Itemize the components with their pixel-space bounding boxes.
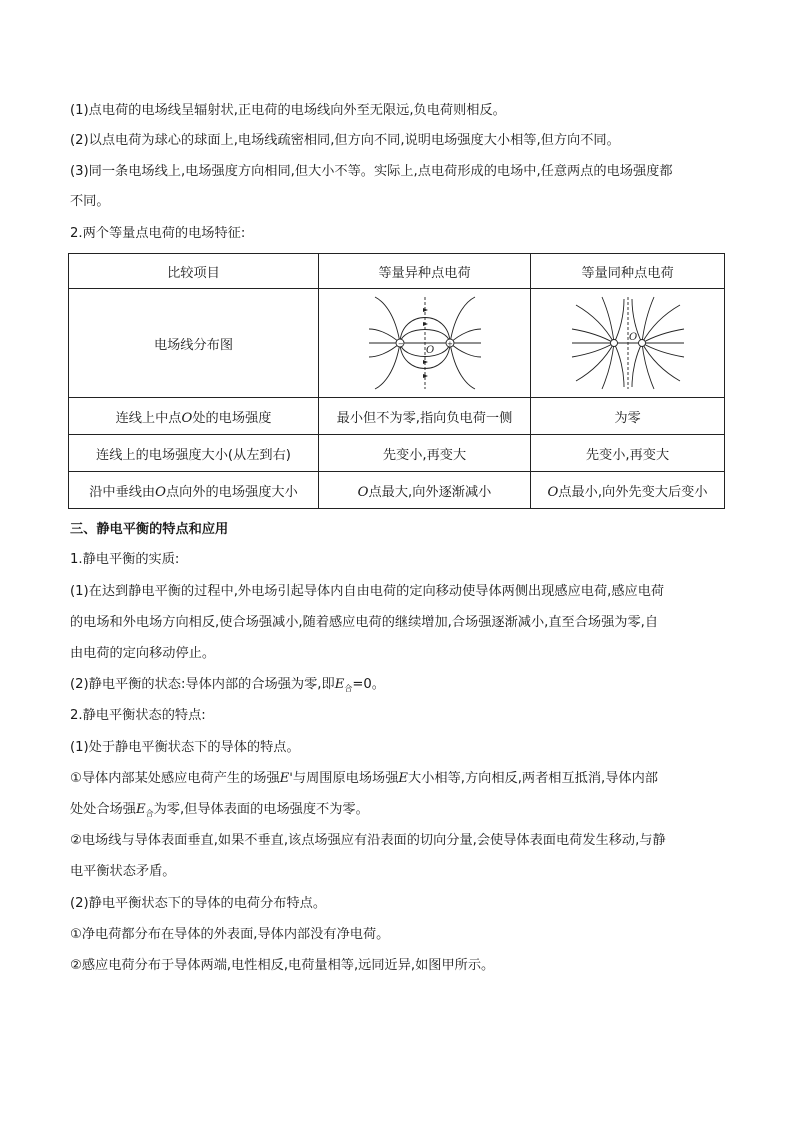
paragraph-essence-a: (1)在达到静电平衡的过程中,外电场引起导体内自由电荷的定向移动使导体两侧出现感应电荷,感应电荷 xyxy=(70,584,665,599)
table-header-row xyxy=(69,254,725,289)
paragraph-same-field-line-a: (3)同一条电场线上,电场强度方向相同,但大小不等。实际上,点电荷形成的电场中,任意两点的电场强度都 xyxy=(70,164,673,179)
paragraph-same-field-line-b: 不同。 xyxy=(70,194,110,209)
paragraph-equilibrium-state: (2)静电平衡的状态:导体内部的合场强为零,即$E_合=0$。 xyxy=(70,677,385,693)
paragraph-induced-field-a: ①导体内部某处感应电荷产生的场强E'与周围原电场场强E大小相等,方向相反,两者相互抵消,导体内部 xyxy=(70,771,658,786)
paragraph-two-charges-heading: 2.两个等量点电荷的电场特征: xyxy=(70,226,246,241)
table-row-perpendicular xyxy=(69,472,725,509)
cell-field-line-figure-label: 电场线分布图 xyxy=(69,289,319,398)
cell-along-line-label: 连线上的电场强度大小(从左到右) xyxy=(69,435,319,472)
paragraph-induced-charge-ends: ②感应电荷分布于导体两端,电性相反,电荷量相等,远同近异,如图甲所示。 xyxy=(70,958,495,973)
cell-along-line-opposite: 先变小,再变大 xyxy=(319,435,531,472)
cell-along-line-like: 先变小,再变大 xyxy=(531,435,725,472)
header-opposite-charges: 等量异种点电荷 xyxy=(319,254,531,289)
cell-perpendicular-like: O点最小,向外先变大后变小 xyxy=(531,472,725,509)
section3-title: 三、静电平衡的特点和应用 xyxy=(70,522,229,537)
svg-text:−: − xyxy=(397,340,404,348)
figure-label-o-like: O xyxy=(628,332,637,343)
paragraph-conductor-features: (1)处于静电平衡状态下的导体的特点。 xyxy=(70,740,300,755)
header-like-charges: 等量同种点电荷 xyxy=(531,254,725,289)
paragraph-field-lines-perpendicular-a: ②电场线与导体表面垂直,如果不垂直,该点场强应有沿表面的切向分量,会使导体表面电荷发生移动,与静 xyxy=(70,833,666,848)
paragraph-sphere-surface: (2)以点电荷为球心的球面上,电场线疏密相同,但方向不同,说明电场强度大小相等,但方向不同。 xyxy=(70,133,620,148)
subsection-features: 2.静电平衡状态的特点: xyxy=(70,708,206,723)
paragraph-essence-c: 由电荷的定向移动停止。 xyxy=(70,646,216,661)
cell-like-charges-figure xyxy=(531,289,725,398)
table-row-midpoint xyxy=(69,398,725,435)
paragraph-essence-b: 的电场和外电场方向相反,使合场强减小,随着感应电荷的继续增加,合场强逐渐减小,直至合场强为零,自 xyxy=(70,615,659,630)
paragraph-point-charge-radial: (1)点电荷的电场线呈辐射状,正电荷的电场线向外至无限远,负电荷则相反。 xyxy=(70,103,506,118)
paragraph-induced-field-b: 处处合场强$E_合$为零,但导体表面的电场强度不为零。 xyxy=(70,802,369,818)
cell-midpoint-like: 为零 xyxy=(531,398,725,435)
paragraph-net-charge-surface: ①净电荷都分布在导体的外表面,导体内部没有净电荷。 xyxy=(70,927,390,942)
cell-perpendicular-opposite: O点最大,向外逐渐减小 xyxy=(319,472,531,509)
table-row-figure xyxy=(69,289,725,398)
cell-opposite-charges-figure xyxy=(319,289,531,398)
figure-label-o: O xyxy=(425,345,434,356)
opposite-charges-field-diagram xyxy=(365,295,485,391)
cell-midpoint-label: 连线上中点O处的电场强度 xyxy=(69,398,319,435)
paragraph-field-lines-perpendicular-b: 电平衡状态矛盾。 xyxy=(70,864,176,879)
header-compare-item: 比较项目 xyxy=(69,254,319,289)
cell-midpoint-opposite: 最小但不为零,指向负电荷一侧 xyxy=(319,398,531,435)
like-charges-field-diagram xyxy=(568,295,688,391)
comparison-table xyxy=(68,253,725,509)
cell-perpendicular-label: 沿中垂线由O点向外的电场强度大小 xyxy=(69,472,319,509)
table-row-along-line xyxy=(69,435,725,472)
paragraph-charge-distribution: (2)静电平衡状态下的导体的电荷分布特点。 xyxy=(70,896,327,911)
subsection-essence: 1.静电平衡的实质: xyxy=(70,552,180,567)
svg-text:+: + xyxy=(446,340,453,348)
